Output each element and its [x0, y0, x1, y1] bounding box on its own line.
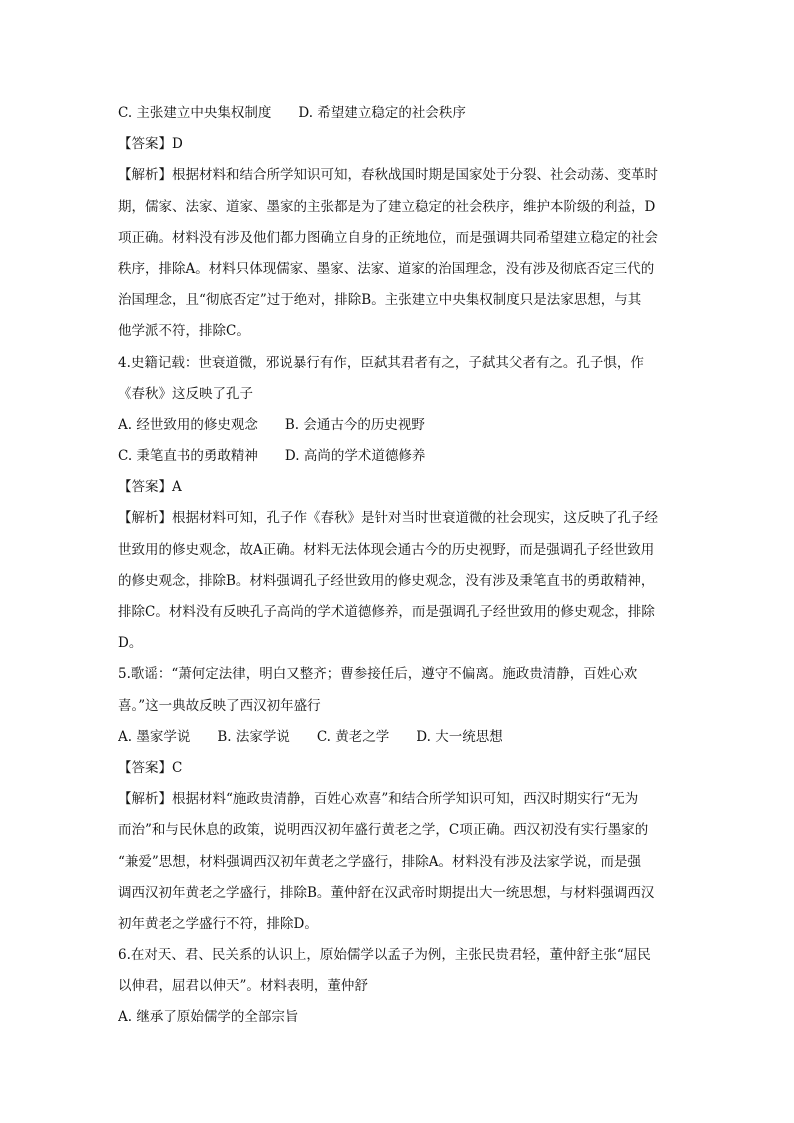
answer-line: 【答案】A	[118, 479, 182, 496]
analysis-line: “兼爱”思想，材料强调西汉初年黄老之学盛行，排除A。材料没有涉及法家学说，而是强	[118, 853, 642, 870]
question-line: 《春秋》这反映了孔子	[118, 385, 253, 402]
question-line: 喜。”这一典故反映了西汉初年盛行	[118, 697, 321, 714]
option-line: A. 墨家学说 B. 法家学说 C. 黄老之学 D. 大一统思想	[118, 728, 503, 745]
option-line: C. 主张建立中央集权制度 D. 希望建立稳定的社会秩序	[118, 105, 466, 121]
analysis-line: 他学派不符，排除C。	[118, 323, 250, 340]
analysis-line: 调西汉初年黄老之学盛行，排除B。董仲舒在汉武帝时期提出大一统思想，与材料强调西汉	[118, 884, 655, 901]
analysis-line: 排除C。材料没有反映孔子高尚的学术道德修养，而是强调孔子经世致用的修史观念，排除	[118, 604, 655, 620]
option-line: A. 继承了原始儒学的全部宗旨	[118, 1009, 299, 1026]
question-line: 4.史籍记载：世衰道微，邪说暴行有作，臣弑其君者有之，子弑其父者有之。孔子惧，作	[118, 354, 644, 371]
analysis-line: 初年黄老之学盛行不符，排除D。	[118, 915, 318, 932]
analysis-line: 【解析】根据材料“施政贵清静，百姓心欢喜”和结合所学知识可知，西汉时期实行“无为	[118, 791, 639, 808]
analysis-line: 期，儒家、法家、道家、墨家的主张都是为了建立稳定的社会秩序，维护本阶级的利益，D	[118, 198, 656, 215]
analysis-line: 【解析】根据材料和结合所学知识可知，春秋战国时期是国家处于分裂、社会动荡、变革时	[118, 167, 658, 184]
question-line: 以伸君，屈君以伸天”。材料表明，董仲舒	[118, 978, 368, 995]
analysis-line: 【解析】根据材料可知，孔子作《春秋》是针对当时世衰道微的社会现实，这反映了孔子经	[118, 510, 658, 527]
answer-line: 【答案】D	[118, 136, 183, 153]
document-body	[118, 98, 688, 1034]
question-line: 5.歌谣：“萧何定法律，明白又整齐；曹参接任后，遵守不偏离。施政贵清静，百姓心欢	[118, 666, 638, 683]
option-line: C. 秉笔直书的勇敢精神 D. 高尚的学术道德修养	[118, 448, 426, 465]
question-line: 6.在对天、君、民关系的认识上，原始儒学以孟子为例，主张民贵君轻，董仲舒主张“屈民	[118, 947, 651, 964]
analysis-line: 世致用的修史观念，故A正确。材料无法体现会通古今的历史视野，而是强调孔子经世致用	[118, 541, 655, 558]
analysis-line: 秩序，排除A。材料只体现儒家、墨家、法家、道家的治国理念，没有涉及彻底否定三代的	[118, 260, 655, 277]
analysis-line: 而治”和与民休息的政策，说明西汉初年盛行黄老之学，C项正确。西汉初没有实行墨家的	[118, 822, 649, 839]
answer-line: 【答案】C	[118, 759, 183, 776]
option-line: A. 经世致用的修史观念 B. 会通古今的历史视野	[118, 416, 425, 433]
analysis-line: 治国理念，且“彻底否定”过于绝对，排除B。主张建立中央集权制度只是法家思想，与其	[118, 292, 642, 309]
analysis-line: 的修史观念，排除B。材料强调孔子经世致用的修史观念，没有涉及秉笔直书的勇敢精神，	[118, 572, 655, 589]
analysis-line: 项正确。材料没有涉及他们都力图确立自身的正统地位，而是强调共同希望建立稳定的社会	[118, 229, 658, 246]
analysis-line: D。	[118, 635, 143, 652]
